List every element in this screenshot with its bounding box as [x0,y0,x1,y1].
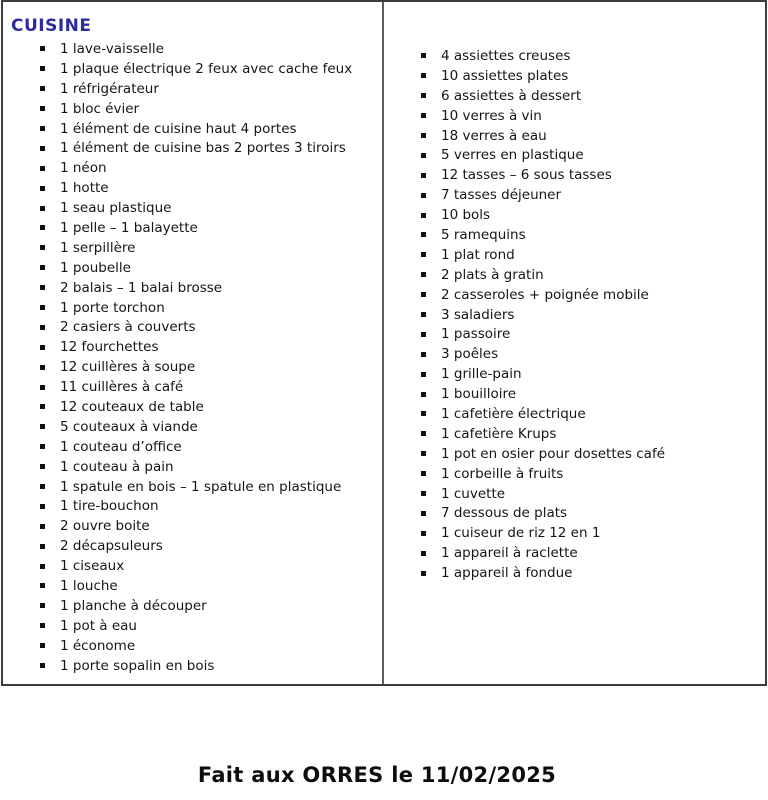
list-item [384,245,765,265]
square-bullet-icon [40,126,45,131]
square-bullet-icon [40,86,45,91]
list-item [3,417,382,437]
list-item-label: 2 ouvre boite [60,518,150,535]
list-item-label: 1 couteau à pain [60,458,174,475]
list-item [384,404,765,424]
square-bullet-icon [40,484,45,489]
list-item-label: 1 lave-vaisselle [60,40,164,57]
list-item-label: 1 cafetière Krups [441,425,557,442]
list-item-label: 10 bols [441,207,491,224]
list-item [3,218,382,238]
list-item-label: 1 cuiseur de riz 12 en 1 [441,525,601,542]
square-bullet-icon [40,524,45,529]
list-item [384,145,765,165]
list-item-label: 2 plats à gratin [441,266,544,283]
square-bullet-icon [40,166,45,171]
square-bullet-icon [421,73,426,78]
square-bullet-icon [40,46,45,51]
list-item-label: 1 pot en osier pour dosettes café [441,445,666,462]
list-item-label: 10 verres à vin [441,107,542,124]
list-item-label: 1 plat rond [441,246,515,263]
list-item-label: 1 poubelle [60,259,131,276]
list-item [384,384,765,404]
square-bullet-icon [421,411,426,416]
square-bullet-icon [40,564,45,569]
square-bullet-icon [421,193,426,198]
list-item-label: 3 saladiers [441,306,515,323]
table-cell-left [3,2,384,684]
square-bullet-icon [421,551,426,556]
list-item-label: 1 porte sopalin en bois [60,657,215,674]
list-item-label: 3 poêles [441,346,499,363]
table-cell-right [384,2,765,684]
square-bullet-icon [40,206,45,211]
square-bullet-icon [40,603,45,608]
square-bullet-icon [421,451,426,456]
square-bullet-icon [421,292,426,297]
square-bullet-icon [40,444,45,449]
list-item-label: 1 planche à découper [60,597,207,614]
inventory-table [1,0,767,686]
list-item [3,258,382,278]
list-item [3,616,382,636]
list-item-label: 5 ramequins [441,226,526,243]
inventory-list-left [3,39,382,676]
square-bullet-icon [40,345,45,350]
square-bullet-icon [421,113,426,118]
square-bullet-icon [40,245,45,250]
list-item-label: 1 élément de cuisine haut 4 portes [60,120,297,137]
list-item-label: 1 pot à eau [60,617,137,634]
list-item [3,99,382,119]
list-item [3,178,382,198]
list-item [384,305,765,325]
footer-date-line: Fait aux ORRES le 11/02/2025 [197,763,557,787]
square-bullet-icon [40,464,45,469]
list-item [3,298,382,318]
list-item [3,59,382,79]
list-item-label: 4 assiettes creuses [441,47,571,64]
square-bullet-icon [40,265,45,270]
list-item-label: 1 seau plastique [60,200,172,217]
list-item-label: 12 fourchettes [60,339,159,356]
list-item-label: 11 cuillères à café [60,379,184,396]
list-item [384,563,765,583]
list-item [384,185,765,205]
list-item [384,364,765,384]
list-item [3,337,382,357]
list-item-label: 1 cafetière électrique [441,405,586,422]
square-bullet-icon [421,173,426,178]
list-item [384,464,765,484]
list-item-label: 12 couteaux de table [60,398,204,415]
list-item-label: 2 décapsuleurs [60,538,163,555]
square-bullet-icon [421,471,426,476]
list-item [3,477,382,497]
square-bullet-icon [40,663,45,668]
list-item [384,66,765,86]
inventory-list-right [384,46,765,583]
square-bullet-icon [40,385,45,390]
square-bullet-icon [40,544,45,549]
list-item-label: 1 corbeille à fruits [441,465,564,482]
square-bullet-icon [40,365,45,370]
list-item-label: 1 grille-pain [441,366,522,383]
square-bullet-icon [421,352,426,357]
list-item [3,536,382,556]
list-item-label: 2 balais – 1 balai brosse [60,279,223,296]
list-item [384,205,765,225]
square-bullet-icon [421,93,426,98]
square-bullet-icon [40,583,45,588]
square-bullet-icon [421,491,426,496]
list-item [3,377,382,397]
list-item [384,444,765,464]
list-item [3,656,382,676]
list-item [384,484,765,504]
list-item [3,397,382,417]
square-bullet-icon [40,424,45,429]
square-bullet-icon [40,305,45,310]
list-item [3,79,382,99]
list-item [3,158,382,178]
list-item-label: 7 tasses déjeuner [441,187,562,204]
list-item-label: 1 réfrigérateur [60,80,159,97]
list-item-label: 1 appareil à fondue [441,565,573,582]
square-bullet-icon [40,325,45,330]
list-item-label: 1 élément de cuisine bas 2 portes 3 tiroirs [60,140,346,157]
list-item-label: 1 couteau d’office [60,438,182,455]
square-bullet-icon [40,643,45,648]
page-title: CUISINE [11,16,92,36]
list-item [3,317,382,337]
list-item [3,596,382,616]
list-item [3,198,382,218]
square-bullet-icon [421,372,426,377]
list-item [384,46,765,66]
list-item-label: 6 assiettes à dessert [441,87,582,104]
list-item-label: 5 verres en plastique [441,147,584,164]
list-item-label: 18 verres à eau [441,127,547,144]
list-item-label: 1 néon [60,160,107,177]
list-item-label: 2 casseroles + poignée mobile [441,286,649,303]
square-bullet-icon [421,153,426,158]
list-item [3,516,382,536]
list-item-label: 1 pelle – 1 balayette [60,219,198,236]
list-item-label: 1 passoire [441,326,511,343]
square-bullet-icon [421,392,426,397]
square-bullet-icon [421,213,426,218]
list-item-label: 12 cuillères à soupe [60,359,196,376]
list-item [384,265,765,285]
square-bullet-icon [40,404,45,409]
list-item-label: 5 couteaux à viande [60,418,198,435]
list-item-label: 1 porte torchon [60,299,165,316]
list-item [384,86,765,106]
square-bullet-icon [40,285,45,290]
square-bullet-icon [40,106,45,111]
list-item-label: 1 ciseaux [60,558,125,575]
list-item [384,424,765,444]
square-bullet-icon [421,531,426,536]
list-item-label: 1 plaque électrique 2 feux avec cache feux [60,60,353,77]
list-item-label: 10 assiettes plates [441,67,569,84]
list-item [3,457,382,477]
list-item [384,285,765,305]
list-item [384,225,765,245]
list-item [384,344,765,364]
list-item-label: 7 dessous de plats [441,505,568,522]
list-item-label: 2 casiers à couverts [60,319,196,336]
square-bullet-icon [40,66,45,71]
list-item-label: 1 spatule en bois – 1 spatule en plastique [60,478,342,495]
list-item-label: 12 tasses – 6 sous tasses [441,167,612,184]
square-bullet-icon [40,146,45,151]
list-item [3,39,382,59]
list-item-label: 1 louche [60,577,118,594]
list-item [384,543,765,563]
list-item [384,106,765,126]
list-item [3,576,382,596]
list-item [3,496,382,516]
square-bullet-icon [40,186,45,191]
square-bullet-icon [421,511,426,516]
list-item [384,324,765,344]
list-item [384,503,765,523]
list-item [3,138,382,158]
list-item-label: 1 économe [60,637,136,654]
list-item-label: 1 appareil à raclette [441,545,578,562]
list-item [3,636,382,656]
list-item [384,165,765,185]
list-item-label: 1 cuvette [441,485,506,502]
square-bullet-icon [421,232,426,237]
list-item [3,119,382,139]
list-item-label: 1 bouilloire [441,386,517,403]
list-item [3,437,382,457]
square-bullet-icon [421,431,426,436]
list-item [3,278,382,298]
list-item-label: 1 bloc évier [60,100,140,117]
list-item-label: 1 hotte [60,180,109,197]
list-item [3,357,382,377]
list-item-label: 1 tire-bouchon [60,498,159,515]
list-item [3,238,382,258]
square-bullet-icon [421,571,426,576]
square-bullet-icon [421,312,426,317]
list-item [3,556,382,576]
square-bullet-icon [421,252,426,257]
square-bullet-icon [421,53,426,58]
list-item-label: 1 serpillère [60,239,136,256]
square-bullet-icon [40,623,45,628]
square-bullet-icon [40,504,45,509]
list-item [384,523,765,543]
square-bullet-icon [421,272,426,277]
square-bullet-icon [40,225,45,230]
square-bullet-icon [421,332,426,337]
square-bullet-icon [421,133,426,138]
list-item [384,126,765,146]
